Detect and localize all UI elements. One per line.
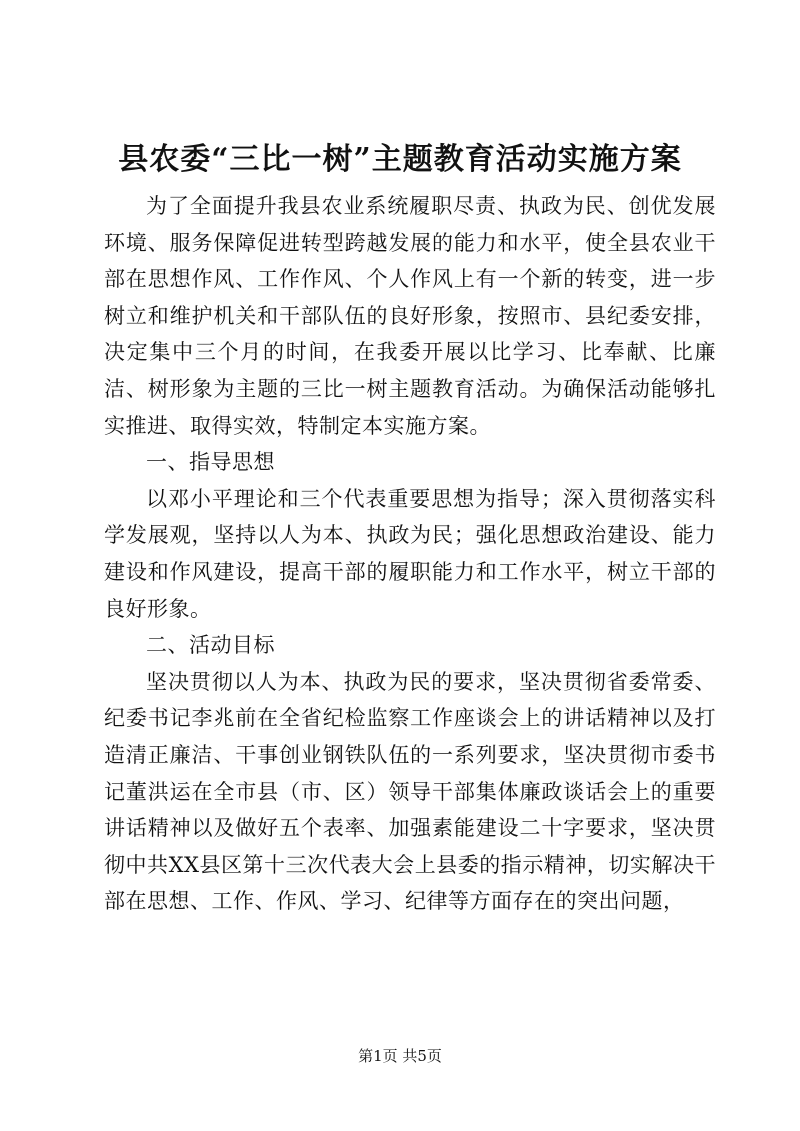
page-title: 县农委“三比一树”主题教育活动实施方案 (118, 142, 682, 177)
paragraph-intro: 为了全面提升我县农业系统履职尽责、执政为民、创优发展环境、服务保障促进转型跨越发展的能力和水平，使全县农业干部在思想作风、工作作风、个人作风上有一个新的转变，进一步树立和维护机关和干部队伍的良好形象，按照市、县纪委安排，决定集中三个月的时间，在我委开展以比学习、比奉献、比廉洁、树形象为主题的三比一树主题教育活动。为确保活动能够扎实推进、取得实效，特制定本实施方案。 (104, 194, 716, 438)
document-body (104, 188, 716, 920)
page-number-footer: 第1页 共5页 (358, 1047, 442, 1065)
paragraph-activity-goals: 坚决贯彻以人为本、执政为民的要求，坚决贯彻省委常委、纪委书记李兆前在全省纪检监察工作座谈会上的讲话精神以及打造清正廉洁、干事创业钢铁队伍的一系列要求，坚决贯彻市委书记董洪运在全市县（市、区）领导干部集体廉政谈话会上的重要讲话精神以及做好五个表率、加强素能建设二十字要求，坚决贯彻中共XX县区第十三次代表大会上县委的指示精神，切实解决干部在思想、工作、作风、学习、纪律等方面存在的突出问题， (104, 669, 716, 914)
section-heading-guiding-ideology: 一、指导思想 (146, 450, 275, 475)
section-heading-activity-goals: 二、活动目标 (146, 633, 275, 658)
paragraph-guiding-ideology: 以邓小平理论和三个代表重要思想为指导；深入贯彻落实科学发展观，坚持以人为本、执政为民；强化思想政治建设、能力建设和作风建设，提高干部的履职能力和工作水平，树立干部的良好形象。 (104, 486, 716, 621)
